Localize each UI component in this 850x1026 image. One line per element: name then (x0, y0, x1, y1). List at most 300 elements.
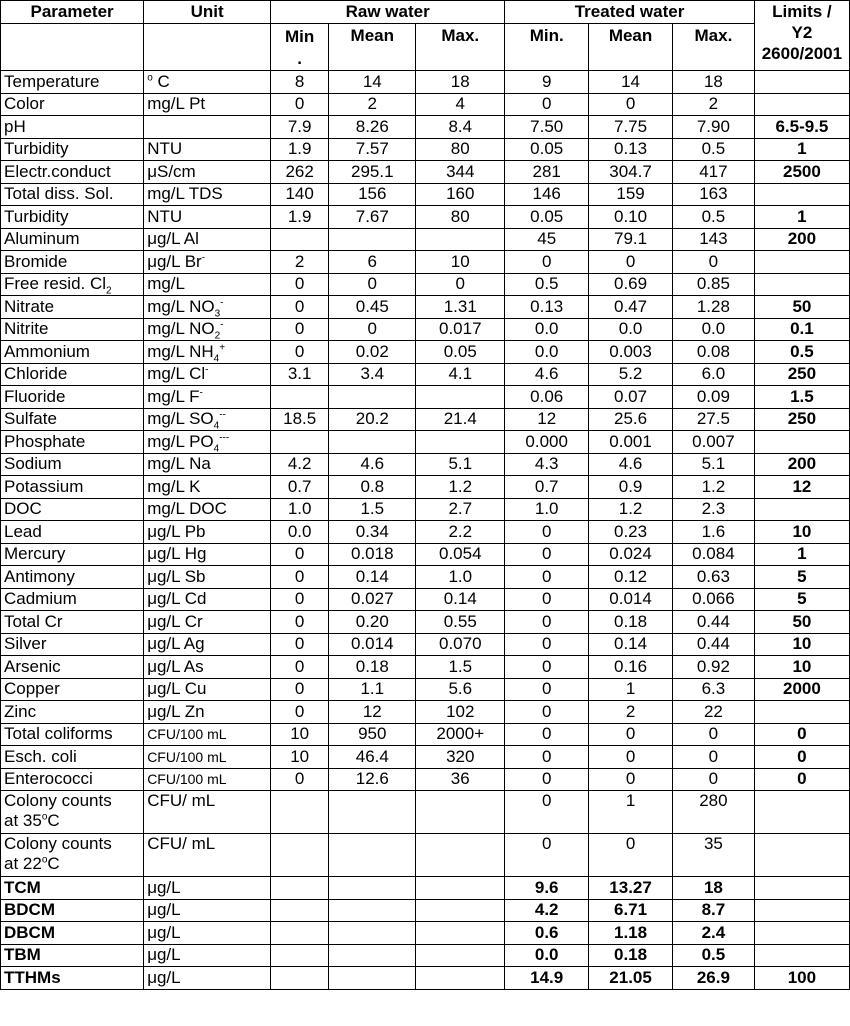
unit-text: mg/L NO (147, 319, 215, 339)
unit-subscript: 4 (213, 353, 220, 363)
unit-cell (144, 543, 271, 566)
treated-max-cell: 1.2 (672, 476, 754, 499)
raw-mean-cell (329, 431, 416, 454)
parameter-cell (1, 431, 144, 454)
parameter-name-line2-unit: C (47, 854, 60, 873)
table-row (1, 566, 850, 589)
unit-cell (144, 386, 271, 409)
header-unit: Unit (144, 1, 271, 24)
raw-mean-cell: 0 (329, 318, 416, 341)
raw-mean-cell: 0.018 (329, 543, 416, 566)
raw-min-cell: 3.1 (271, 363, 329, 386)
treated-min-cell: 12 (505, 408, 589, 431)
treated-min-cell: 0.000 (505, 431, 589, 454)
table-row (1, 251, 850, 274)
parameter-name: Fluoride (4, 386, 66, 406)
limit-cell (754, 93, 849, 116)
parameter-name: Zinc (4, 701, 37, 721)
treated-max-cell: 0.63 (672, 566, 754, 589)
treated-max-cell: 280 (672, 791, 754, 834)
raw-min-cell: 140 (271, 183, 329, 206)
treated-max-cell: 0 (672, 746, 754, 769)
parameter-name: Color (4, 94, 45, 114)
parameter-cell (1, 363, 144, 386)
raw-mean-cell: 7.67 (329, 206, 416, 229)
raw-mean-cell: 8.26 (329, 116, 416, 139)
limit-cell: 12 (754, 476, 849, 499)
parameter-name: DOC (4, 499, 42, 519)
raw-max-cell (416, 877, 505, 900)
raw-min-cell: 10 (271, 746, 329, 769)
subheader-blank (144, 24, 271, 71)
treated-mean-cell: 0 (589, 93, 673, 116)
raw-min-cell: 0 (271, 768, 329, 791)
treated-mean-cell: 0 (589, 251, 673, 274)
raw-max-cell: 0.017 (416, 318, 505, 341)
raw-mean-cell: 1.1 (329, 678, 416, 701)
parameter-name: Nitrate (4, 296, 55, 316)
treated-min-cell: 9 (505, 71, 589, 94)
raw-min-cell: 0 (271, 273, 329, 296)
parameter-cell (1, 138, 144, 161)
limit-cell: 50 (754, 296, 849, 319)
raw-min-cell (271, 922, 329, 945)
treated-mean-cell: 0.23 (589, 521, 673, 544)
unit-charge: + (219, 342, 226, 354)
raw-min-cell: 0 (271, 678, 329, 701)
unit-cell (144, 408, 271, 431)
treated-min-cell: 0.05 (505, 138, 589, 161)
parameter-cell (1, 453, 144, 476)
unit-text: μg/L Zn (147, 701, 205, 721)
raw-max-cell: 102 (416, 701, 505, 724)
unit-text: mg/L Na (147, 454, 211, 474)
treated-max-cell: 0.92 (672, 656, 754, 679)
table-row (1, 431, 850, 454)
raw-mean-cell: 2 (329, 93, 416, 116)
table-row (1, 93, 850, 116)
limit-cell: 100 (754, 967, 849, 990)
treated-mean-cell: 2 (589, 701, 673, 724)
parameter-name: Electr.conduct (4, 161, 111, 181)
unit-cell (144, 633, 271, 656)
raw-min-cell (271, 967, 329, 990)
treated-max-cell: 0.09 (672, 386, 754, 409)
unit-text: mg/L (147, 274, 185, 294)
subheader-raw-max: Max. (416, 24, 505, 71)
treated-max-cell: 1.28 (672, 296, 754, 319)
raw-mean-cell: 12.6 (329, 768, 416, 791)
table-row (1, 341, 850, 364)
raw-max-cell: 21.4 (416, 408, 505, 431)
limit-cell (754, 498, 849, 521)
treated-mean-cell: 0.10 (589, 206, 673, 229)
treated-min-cell: 0 (505, 723, 589, 746)
raw-max-cell: 18 (416, 71, 505, 94)
treated-min-cell: 0 (505, 543, 589, 566)
parameter-cell (1, 228, 144, 251)
treated-max-cell: 0.007 (672, 431, 754, 454)
treated-mean-cell: 14 (589, 71, 673, 94)
limit-cell (754, 183, 849, 206)
unit-cell (144, 453, 271, 476)
treated-mean-cell: 0.0 (589, 318, 673, 341)
raw-max-cell: 1.2 (416, 476, 505, 499)
treated-max-cell: 2.4 (672, 922, 754, 945)
raw-min-cell (271, 877, 329, 900)
unit-cell (144, 723, 271, 746)
limit-cell (754, 899, 849, 922)
parameter-cell (1, 701, 144, 724)
treated-min-cell: 0 (505, 588, 589, 611)
treated-min-cell: 0 (505, 566, 589, 589)
treated-max-cell: 0 (672, 768, 754, 791)
raw-max-cell (416, 386, 505, 409)
raw-mean-cell (329, 791, 416, 834)
unit-cell (144, 228, 271, 251)
parameter-name: Chloride (4, 364, 68, 384)
treated-mean-cell: 0.024 (589, 543, 673, 566)
unit-text: mg/L F (147, 386, 200, 406)
treated-max-cell: 0.44 (672, 633, 754, 656)
unit-subscript: 4 (213, 420, 220, 431)
raw-mean-cell (329, 877, 416, 900)
treated-mean-cell: 0.16 (589, 656, 673, 679)
table-row (1, 834, 850, 877)
treated-min-cell: 0 (505, 251, 589, 274)
table-row (1, 273, 850, 296)
parameter-cell: DBCM (1, 922, 144, 945)
subheader-treated-mean: Mean (589, 24, 673, 71)
table-row (1, 656, 850, 679)
treated-mean-cell: 0.14 (589, 633, 673, 656)
parameter-cell: BDCM (1, 899, 144, 922)
treated-max-cell: 2 (672, 93, 754, 116)
unit-cell (144, 206, 271, 229)
parameter-cell (1, 476, 144, 499)
treated-mean-cell: 7.75 (589, 116, 673, 139)
unit-charge: --- (219, 432, 230, 444)
treated-max-cell: 0.5 (672, 944, 754, 967)
limit-cell: 0 (754, 746, 849, 769)
table-row (1, 521, 850, 544)
raw-max-cell: 344 (416, 161, 505, 184)
parameter-name: Total diss. Sol. (4, 184, 114, 204)
parameter-cell (1, 498, 144, 521)
parameter-name: Temperature (4, 71, 100, 91)
unit-text: CFU/100 mL (147, 726, 227, 743)
parameter-name: Bromide (4, 251, 68, 271)
treated-min-cell: 0.6 (505, 922, 589, 945)
treated-max-cell: 417 (672, 161, 754, 184)
limit-cell: 2500 (754, 161, 849, 184)
treated-min-cell: 0 (505, 768, 589, 791)
unit-cell (144, 296, 271, 319)
unit-cell (144, 363, 271, 386)
table-row (1, 701, 850, 724)
parameter-cell (1, 656, 144, 679)
raw-max-cell (416, 834, 505, 877)
limit-cell: 10 (754, 633, 849, 656)
raw-mean-cell: 0.02 (329, 341, 416, 364)
raw-min-cell: 0 (271, 543, 329, 566)
subheader-raw-min: Min . (271, 24, 329, 71)
limit-cell: 50 (754, 611, 849, 634)
treated-max-cell: 7.90 (672, 116, 754, 139)
raw-min-cell (271, 834, 329, 877)
treated-max-cell: 22 (672, 701, 754, 724)
table-row (1, 476, 850, 499)
parameter-name-line2-unit: C (47, 811, 60, 830)
unit-cell (144, 251, 271, 274)
treated-min-cell: 0.06 (505, 386, 589, 409)
raw-min-cell: 7.9 (271, 116, 329, 139)
limit-cell: 200 (754, 453, 849, 476)
raw-min-cell: 0 (271, 341, 329, 364)
parameter-cell (1, 768, 144, 791)
parameter-cell: TBM (1, 944, 144, 967)
header-limits-line2: Y2 (791, 23, 813, 42)
subheader-treated-max: Max. (672, 24, 754, 71)
unit-cell (144, 71, 271, 94)
unit-text: CFU/100 mL (147, 771, 227, 788)
unit-cell (144, 521, 271, 544)
parameter-cell (1, 678, 144, 701)
raw-mean-cell: 0.14 (329, 566, 416, 589)
raw-mean-cell: 0.45 (329, 296, 416, 319)
raw-mean-cell: 7.57 (329, 138, 416, 161)
raw-mean-cell: 46.4 (329, 746, 416, 769)
raw-max-cell: 0.054 (416, 543, 505, 566)
parameter-name: Antimony (4, 566, 75, 586)
treated-min-cell: 4.3 (505, 453, 589, 476)
unit-cell: μg/L (144, 922, 271, 945)
header-limits (754, 1, 849, 71)
raw-mean-cell: 0.8 (329, 476, 416, 499)
parameter-name: Mercury (4, 544, 66, 564)
subheader-blank (1, 24, 144, 71)
treated-mean-cell: 0.47 (589, 296, 673, 319)
raw-max-cell: 5.1 (416, 453, 505, 476)
treated-min-cell: 0 (505, 834, 589, 877)
raw-min-cell: 1.0 (271, 498, 329, 521)
unit-text: mg/L K (147, 476, 201, 496)
table-row (1, 611, 850, 634)
limit-cell: 250 (754, 408, 849, 431)
treated-max-cell: 18 (672, 71, 754, 94)
parameter-name: Ammonium (4, 341, 90, 361)
raw-max-cell (416, 944, 505, 967)
table-row (1, 161, 850, 184)
treated-min-cell: 0.05 (505, 206, 589, 229)
treated-max-cell: 27.5 (672, 408, 754, 431)
parameter-cell (1, 341, 144, 364)
raw-min-cell: 0.0 (271, 521, 329, 544)
treated-min-cell: 146 (505, 183, 589, 206)
limit-cell (754, 922, 849, 945)
header-limits-line1: Limits / (772, 2, 832, 21)
table-row (1, 183, 850, 206)
parameter-name: Sodium (4, 454, 62, 474)
raw-mean-cell: 0 (329, 273, 416, 296)
parameter-name: Lead (4, 521, 42, 541)
raw-mean-cell: 0.18 (329, 656, 416, 679)
unit-text: μg/L Al (147, 229, 199, 249)
parameter-name: Silver (4, 634, 47, 654)
unit-cell (144, 341, 271, 364)
unit-cell (144, 318, 271, 341)
raw-min-cell: 0 (271, 656, 329, 679)
parameter-cell (1, 161, 144, 184)
raw-min-cell: 2 (271, 251, 329, 274)
raw-mean-cell: 1.5 (329, 498, 416, 521)
treated-mean-cell: 0.12 (589, 566, 673, 589)
unit-text: NTU (147, 206, 183, 226)
unit-text: μg/L Pb (147, 521, 206, 541)
treated-mean-cell: 5.2 (589, 363, 673, 386)
parameter-cell (1, 296, 144, 319)
raw-min-cell (271, 791, 329, 834)
treated-mean-cell: 1.18 (589, 922, 673, 945)
treated-mean-cell: 21.05 (589, 967, 673, 990)
parameter-cell (1, 566, 144, 589)
raw-max-cell: 2.2 (416, 521, 505, 544)
treated-max-cell: 0.066 (672, 588, 754, 611)
raw-mean-cell: 14 (329, 71, 416, 94)
raw-mean-cell: 6 (329, 251, 416, 274)
raw-max-cell (416, 899, 505, 922)
raw-min-cell: 4.2 (271, 453, 329, 476)
treated-max-cell: 6.0 (672, 363, 754, 386)
limit-cell (754, 877, 849, 900)
unit-cell (144, 588, 271, 611)
header-raw-water: Raw water (271, 1, 505, 24)
parameter-cell (1, 251, 144, 274)
treated-mean-cell: 0 (589, 723, 673, 746)
unit-cell (144, 701, 271, 724)
raw-max-cell: 0 (416, 273, 505, 296)
parameter-cell (1, 723, 144, 746)
raw-min-cell (271, 228, 329, 251)
treated-min-cell: 0.0 (505, 944, 589, 967)
parameter-name: Turbidity (4, 206, 69, 226)
table-row (1, 791, 850, 834)
treated-max-cell: 0.5 (672, 206, 754, 229)
parameter-cell (1, 521, 144, 544)
unit-text: μg/L Sb (147, 566, 206, 586)
raw-mean-cell (329, 967, 416, 990)
unit-cell (144, 93, 271, 116)
treated-mean-cell: 0.9 (589, 476, 673, 499)
raw-mean-cell: 20.2 (329, 408, 416, 431)
parameter-subscript: 2 (106, 285, 112, 296)
treated-max-cell: 2.3 (672, 498, 754, 521)
treated-min-cell: 0.5 (505, 273, 589, 296)
raw-mean-cell: 4.6 (329, 453, 416, 476)
unit-cell: CFU/ mL (144, 791, 271, 834)
raw-min-cell: 262 (271, 161, 329, 184)
treated-max-cell: 0.08 (672, 341, 754, 364)
raw-max-cell: 8.4 (416, 116, 505, 139)
table-row (1, 967, 850, 990)
treated-mean-cell: 0 (589, 834, 673, 877)
table-row (1, 633, 850, 656)
parameter-name: Phosphate (4, 431, 86, 451)
raw-mean-cell (329, 899, 416, 922)
raw-max-cell (416, 967, 505, 990)
unit-superscript: - (205, 364, 209, 376)
table-row (1, 116, 850, 139)
treated-mean-cell: 0.18 (589, 611, 673, 634)
parameter-cell (1, 611, 144, 634)
table-row (1, 363, 850, 386)
limit-cell: 6.5-9.5 (754, 116, 849, 139)
raw-mean-cell (329, 386, 416, 409)
unit-superscript: - (201, 252, 206, 264)
limit-cell: 0 (754, 723, 849, 746)
table-row (1, 296, 850, 319)
unit-cell: μg/L (144, 877, 271, 900)
raw-max-cell: 36 (416, 768, 505, 791)
treated-max-cell: 1.6 (672, 521, 754, 544)
raw-max-cell (416, 431, 505, 454)
raw-min-cell (271, 431, 329, 454)
unit-cell (144, 138, 271, 161)
raw-max-cell: 80 (416, 206, 505, 229)
unit-text: mg/L Pt (147, 94, 206, 114)
raw-min-cell (271, 944, 329, 967)
raw-max-cell: 0.070 (416, 633, 505, 656)
table-row (1, 877, 850, 900)
parameter-cell (1, 116, 144, 139)
treated-mean-cell: 0.18 (589, 944, 673, 967)
limit-cell (754, 251, 849, 274)
parameter-cell: TCM (1, 877, 144, 900)
table-body (1, 71, 850, 990)
unit-subscript: 3 (214, 308, 221, 318)
table-row (1, 543, 850, 566)
parameter-cell (1, 93, 144, 116)
limit-cell: 1 (754, 206, 849, 229)
limit-cell (754, 944, 849, 967)
parameter-cell (1, 71, 144, 94)
parameter-cell (1, 386, 144, 409)
parameter-cell (1, 834, 144, 877)
raw-mean-cell: 0.34 (329, 521, 416, 544)
parameter-name: Arsenic (4, 656, 61, 676)
treated-min-cell: 45 (505, 228, 589, 251)
subheader-treated-min: Min. (505, 24, 589, 71)
degree-superscript: o (41, 811, 48, 823)
raw-max-cell (416, 228, 505, 251)
raw-max-cell: 0.05 (416, 341, 505, 364)
treated-min-cell: 4.6 (505, 363, 589, 386)
unit-cell (144, 746, 271, 769)
treated-min-cell: 0 (505, 656, 589, 679)
table-row (1, 453, 850, 476)
raw-max-cell (416, 791, 505, 834)
raw-min-cell (271, 899, 329, 922)
unit-cell: μg/L (144, 944, 271, 967)
raw-mean-cell (329, 922, 416, 945)
raw-min-cell: 0 (271, 566, 329, 589)
unit-cell (144, 183, 271, 206)
parameter-name: Esch. coli (4, 746, 77, 766)
unit-text: mg/L NO (147, 296, 215, 316)
raw-mean-cell: 295.1 (329, 161, 416, 184)
limit-cell (754, 701, 849, 724)
raw-mean-cell: 156 (329, 183, 416, 206)
